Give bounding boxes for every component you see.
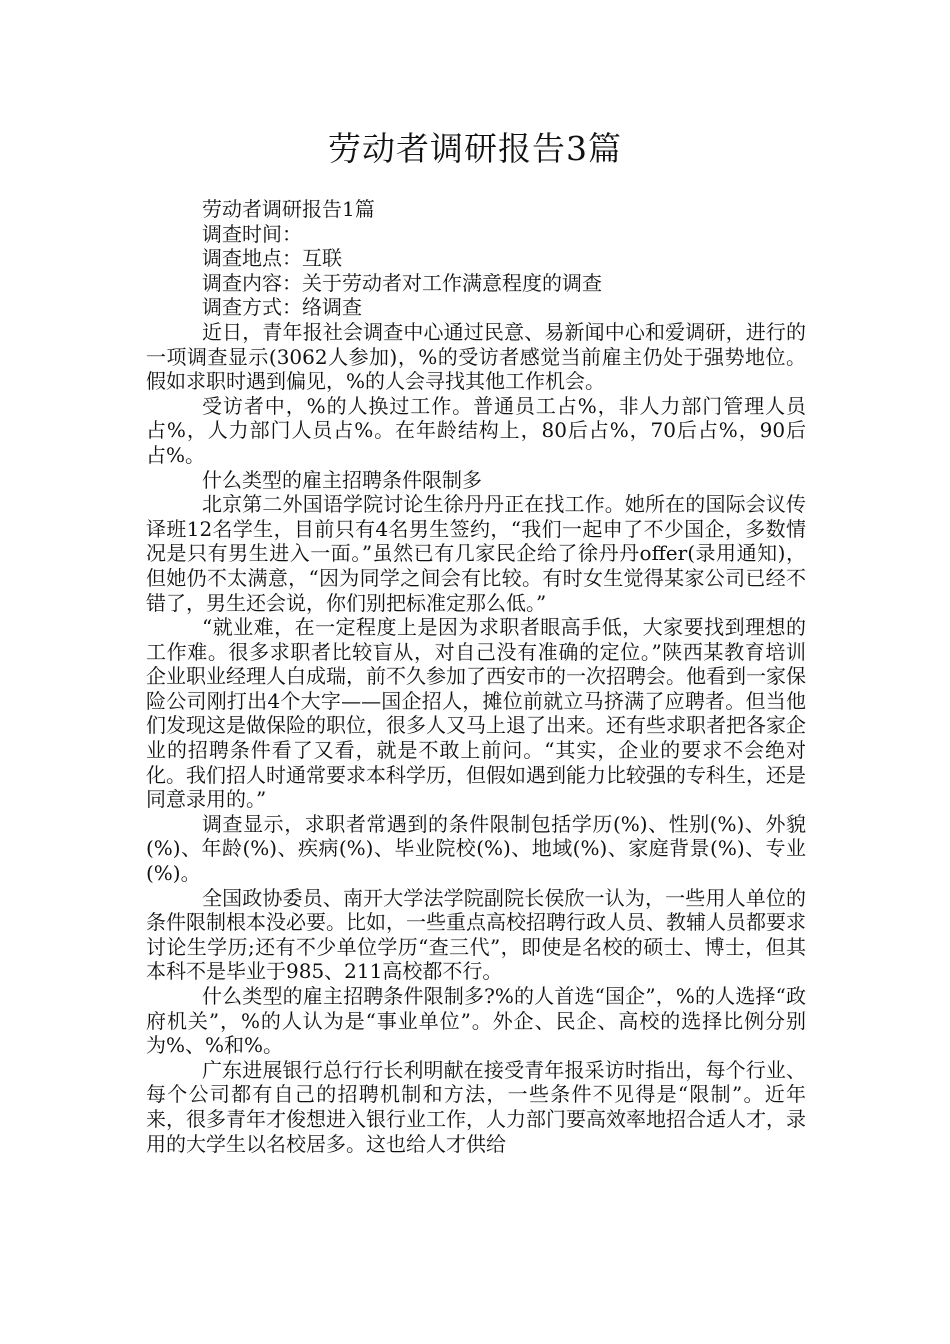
paragraph-student-case: 北京第二外国语学院讨论生徐丹丹正在找工作。她所在的国际会议传译班12名学生，目前只有4名男生签约，“我们一起申了不少国企，多数情况是只有男生进入一面。”虽然已有几家民企给了徐丹丹offer(录用通知)，但她仍不太满意，“因为同学之间会有比较。有时女生觉得某家公司已经不错了，男生还会说，你们别把标准定那么低。” xyxy=(146,492,806,615)
paragraph-bank-perspective: 广东进展银行总行行长利明献在接受青年报采访时指出，每个行业、每个公司都有自己的招聘机制和方法，一些条件不见得是“限制”。近年来，很多青年才俊想进入银行业工作，人力部门要高效率地招合适人才，录用的大学生以名校居多。这也给人才供给 xyxy=(146,1057,806,1156)
paragraph-respondents: 受访者中，%的人换过工作。普通员工占%，非人力部门管理人员占%，人力部门人员占%。在年龄结构上，80后占%，70后占%，90后占%。 xyxy=(146,393,806,467)
document-title: 劳动者调研报告3篇 xyxy=(328,129,622,168)
paragraph-survey-method: 调查方式：络调查 xyxy=(202,295,362,320)
paragraph-report-heading: 劳动者调研报告1篇 xyxy=(202,197,375,221)
paragraph-survey-results: 近日，青年报社会调查中心通过民意、易新闻中心和爱调研，进行的一项调查显示(3062人参加)，%的受访者感觉当前雇主仍处于强势地位。假如求职时遇到偏见，%的人会寻找其他工作机会。 xyxy=(146,319,806,394)
paragraph-employer-type-stats: 什么类型的雇主招聘条件限制多?%的人首选“国企”，%的人选择“政府机关”，%的人认为是“事业单位”。外企、民企、高校的选择比例分别为%、%和%。 xyxy=(146,984,806,1058)
paragraph-subheading-employer-restrictions: 什么类型的雇主招聘条件限制多 xyxy=(202,467,482,492)
paragraph-survey-time: 调查时间： xyxy=(202,221,302,246)
document-body xyxy=(146,197,806,1156)
paragraph-employer-perspective: “就业难，在一定程度上是因为求职者眼高手低，大家要找到理想的工作难。很多求职者比较盲从，对自己没有准确的定位。”陕西某教育培训企业职业经理人白成瑞，前不久参加了西安市的一次招聘会。他看到一家保险公司刚打出4个大字——国企招人，摊位前就立马挤满了应聘者。但当他们发现这是做保险的职位，很多人又马上退了出来。还有些求职者把各家企业的招聘条件看了又看，就是不敢上前问。“其实，企业的要求不会绝对化。我们招人时通常要求本科学历，但假如遇到能力比较强的专科生，还是同意录用的。” xyxy=(146,615,806,812)
paragraph-restriction-stats: 调查显示，求职者常遇到的条件限制包括学历(%)、性别(%)、外貌(%)、年龄(%)、疾病(%)、毕业院校(%)、地域(%)、家庭背景(%)、专业(%)。 xyxy=(146,811,806,886)
paragraph-survey-content: 调查内容：关于劳动者对工作满意程度的调查 xyxy=(202,270,602,295)
paragraph-expert-opinion: 全国政协委员、南开大学法学院副院长侯欣一认为，一些用人单位的条件限制根本没必要。比如，一些重点高校招聘行政人员、教辅人员都要求讨论生学历;还有不少单位学历“查三代”，即使是名校的硕士、博士，但其本科不是毕业于985、211高校都不行。 xyxy=(146,885,806,984)
paragraph-survey-location: 调查地点：互联 xyxy=(202,246,342,271)
